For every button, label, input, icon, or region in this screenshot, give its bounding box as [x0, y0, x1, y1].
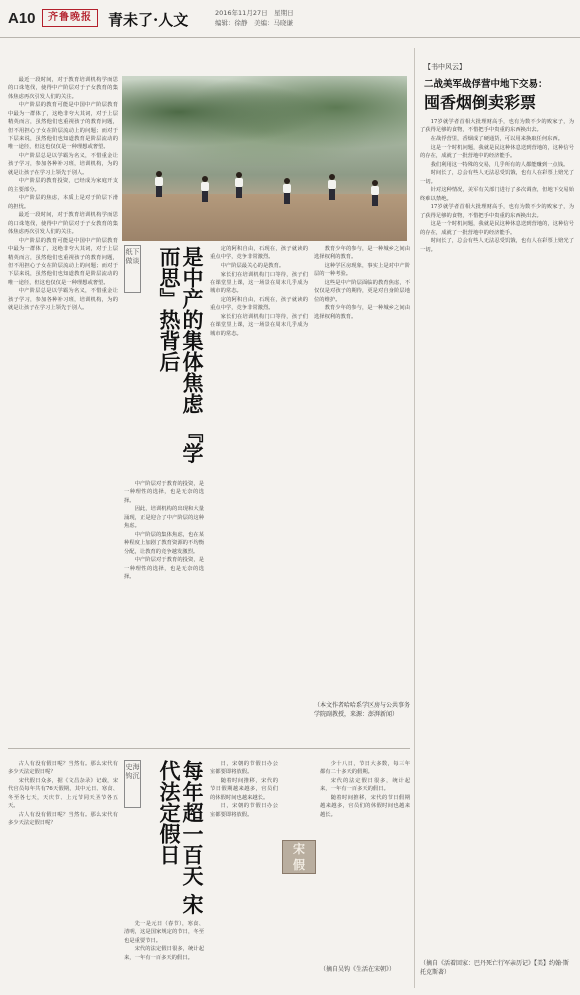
- section-title: 青未了·人文: [108, 11, 189, 29]
- running-track: [122, 194, 407, 241]
- illustration-stamp: 宋 假: [282, 840, 316, 874]
- paragraph: 定的阿积自由，石现在，孩子就读的重点中学，竞争非常激烈。: [210, 246, 308, 261]
- side-title: 囤香烟倒卖彩票: [424, 93, 537, 112]
- paragraph: 少十八日，节日大多数，每三年都有二十多天的假期。: [320, 761, 410, 776]
- paragraph: 家长们在培训机构门口等待，孩子们在课堂里上课，这一场景在周末几乎成为城市的常态。: [210, 271, 308, 295]
- article2-column-3: [210, 760, 278, 988]
- article2-headline: 每年超一百天 宋代法定假日: [157, 760, 205, 915]
- paragraph: 中产阶层的集体焦虑，也在某种程度上加剧了教育资源的不均衡分配，让教育的竞争越发激烈。: [124, 531, 204, 555]
- trees-background: [122, 76, 407, 166]
- header-meta: [215, 8, 294, 28]
- paragraph: 这些是中产阶层面临的教育焦虑，不仅仅是对孩子的期待，更是对自身阶层地位的维护。: [314, 280, 410, 303]
- paragraph: 中产阶层的焦虑，本质上是对于阶层下滑的担忧。: [8, 195, 118, 210]
- runner-figure: [370, 180, 379, 206]
- paragraph: 定的阿积自由，石现在，孩子就读的重点中学，竞争非常激烈。: [210, 297, 308, 312]
- paragraph: 宋代的法定假日很多，统计起来，一年有一百多天的假日。: [124, 946, 204, 961]
- runner-figure: [327, 174, 336, 200]
- paragraph: 这种学区房现象，事实上是对中产阶层的一种考验。: [314, 263, 410, 278]
- paragraph: 古人有没有假日呢？当然有。那么宋代有多少天法定假日呢？: [8, 761, 118, 776]
- paragraph: 中产阶层总是以学霸为名义，不惜重金让孩子学习，参加各种补习班，培训机构，为的就是让孩子在学习上领先于别人。: [8, 153, 118, 176]
- side-body: [420, 118, 574, 956]
- section-divider: [8, 748, 410, 749]
- runner-figure: [234, 172, 243, 198]
- side-kicker: 【书中风云】: [424, 63, 466, 71]
- paragraph: 宋代的法定假日很多，统计起来，一年有一百多天的假日。: [320, 778, 410, 793]
- paragraph: 教育少年的参与，是一种城乡之间由选择权利的教育。: [314, 305, 410, 320]
- paragraph: 日，宋朝的节假日办公室都要即将放假。: [210, 761, 278, 776]
- paragraph: 我们利用这一特殊的交易，几乎所有的人都能赚到一点钱。: [430, 161, 569, 168]
- paragraph: 宋代假日众多，据《文昌杂录》记载，宋代官员每年共有76天假期，其中元日、寒食、冬至各七天，天庆节、上元节同天圣节各五天。: [8, 778, 118, 810]
- side-subtitle: 二战美军战俘营中地下交易：: [424, 79, 548, 90]
- paragraph: 针对这种情况，美军有关部门进行了多次调查，但地下交易始终难以禁绝。: [420, 187, 574, 202]
- article1-byline: （本文作者哈哈系学区房与公共事务学院副教授，来源：澎湃新闻）: [314, 702, 411, 718]
- paragraph: 中产阶层的教育投资，已经成为家庭开支的主要部分。: [8, 178, 118, 193]
- paragraph: 时间长了，总会有些人无法忍受饥饿，也有人在彩票上赔光了一切。: [420, 170, 574, 185]
- side-byline: （摘自《活着回家：巴丹死亡行军亲历记》【美】约翰·斯托克斯著）: [420, 960, 569, 976]
- paragraph: 中产阶层最关心的是教育。: [220, 263, 285, 269]
- article1-column-3: [210, 245, 308, 740]
- paragraph: 教育少年的参与，是一种城乡之间由选择权利的教育。: [314, 246, 410, 261]
- paragraph: 中产阶层总是以学霸为名义，不惜重金让孩子学习，参加各种补习班，培训机构，为的就是让孩子在学习上领先于别人。: [8, 288, 118, 312]
- paragraph: 家长们在培训机构门口等待，孩子们在课堂里上课，这一场景在周末几乎成为城市的常态。: [210, 314, 308, 337]
- paragraph: 这是一个时机问题，我就是民这种休息送到营地的，这种信号的存在，成就了一批营地中的经济能手。: [420, 221, 574, 236]
- students-running-photo: [122, 76, 407, 241]
- paragraph: 因此，培训机构的出现和大量涌现，正是迎合了中产阶层的这种焦虑。: [124, 506, 204, 530]
- paragraph: 最近一段时间，对于教育培训机构学而思的口诛笔伐，使得中产阶层对于子女教育的集体焦虑再次引发人们的关注。: [8, 77, 118, 100]
- article2-column-1: [8, 760, 118, 988]
- paragraph: 17岁就学者首相大批理财高手，也有为数不少的败家子，为了获得足够的食物，不惜把手中贵重的东西换出去。: [420, 119, 574, 134]
- paragraph: 随着时间推移，宋代的节日假期越来越多，官员们的休假时间也越来越长。: [210, 778, 278, 801]
- runner-figure: [154, 171, 163, 197]
- article1-column-4: [314, 245, 410, 700]
- page-number: A10: [8, 10, 36, 27]
- article2-column-4: [320, 760, 410, 960]
- article2-kicker: 史海钩沉: [124, 760, 141, 808]
- column-divider: [414, 48, 415, 988]
- newspaper-logo: 齐鲁晚报: [42, 9, 98, 27]
- article1-headline: 是中产的集体焦虑 『学而思』热背后: [157, 246, 205, 464]
- runner-figure: [282, 178, 291, 204]
- paragraph: 随着时间推移，宋代的节日假期越来越多，官员们的休假时间也越来越长。: [320, 795, 410, 818]
- paragraph: 中产阶层的教育可能是中国中产阶层教育中最为一群体了，这绝非夸大其词，对于上层精英而言，虽然他们也重视孩子的教育问题，但不用担心子女在阶层流动上的问题；而对于下层来说，虽然他们也知道教育是阶层流动的唯一途径，但这也仅仅是一种理想或奢望。: [8, 237, 118, 286]
- runner-figure: [200, 176, 209, 202]
- paragraph: 中产阶层对于教育的投资，是一种理性的选择，也是无奈的选择。: [124, 557, 204, 581]
- article1-kicker: 纸下做谈: [124, 245, 141, 293]
- issue-date: 2016年11月27日 星期日: [215, 9, 294, 17]
- article1-column-2: [124, 480, 204, 740]
- editor-credits: 编辑：徐静 美编：马晓谦: [215, 19, 293, 27]
- paragraph: 17岁就学者首相大批理财高手，也有为数不少的败家子，为了获得足够的食物，不惜把手中贵重的东西换出去。: [420, 204, 574, 219]
- paragraph: 最近一段时间，对于教育培训机构学而思的口诛笔伐，使得中产阶层对于子女教育的集体焦虑再次引发人们的关注。: [8, 212, 118, 236]
- paragraph: 古人有没有假日呢？当然有。那么宋代有多少天法定假日呢？: [8, 811, 118, 827]
- paragraph: 在战俘营里，香烟成了硬通货，可以用来换取任何东西。: [430, 136, 564, 142]
- article2-byline: （摘自吴钩《生活在宋朝》）: [320, 966, 396, 973]
- paragraph: 中产阶层对于教育的投资，是一种理性的选择，也是无奈的选择。: [124, 481, 204, 504]
- paragraph: 先一是元日（春节），寒食、清明，这是国家规定的节日，冬至也是重要节日。: [124, 921, 204, 944]
- paragraph: 中产阶层的教育可能是中国中产阶层教育中最为一群体了，这绝非夸大其词，对于上层精英而言，虽然他们也重视孩子的教育问题，但不用担心子女在阶层流动上的问题；而对于下层来说，虽然他们也知道教育是阶层流动的唯一途径，但这也仅仅是一种理想或奢望。: [8, 102, 118, 151]
- paragraph: 这是一个时机问题，我就是民这种休息送到营地的，这种信号的存在，成就了一批营地中的经济能手。: [420, 144, 574, 159]
- page-header: [0, 0, 580, 38]
- paragraph: 时间长了，总会有些人无法忍受饥饿，也有人在彩票上赔光了一切。: [420, 238, 574, 253]
- paragraph: 日，宋朝的节假日办公室都要即将放假。: [210, 803, 278, 818]
- article1-column-1: [8, 76, 118, 741]
- article2-column-2: [124, 920, 204, 988]
